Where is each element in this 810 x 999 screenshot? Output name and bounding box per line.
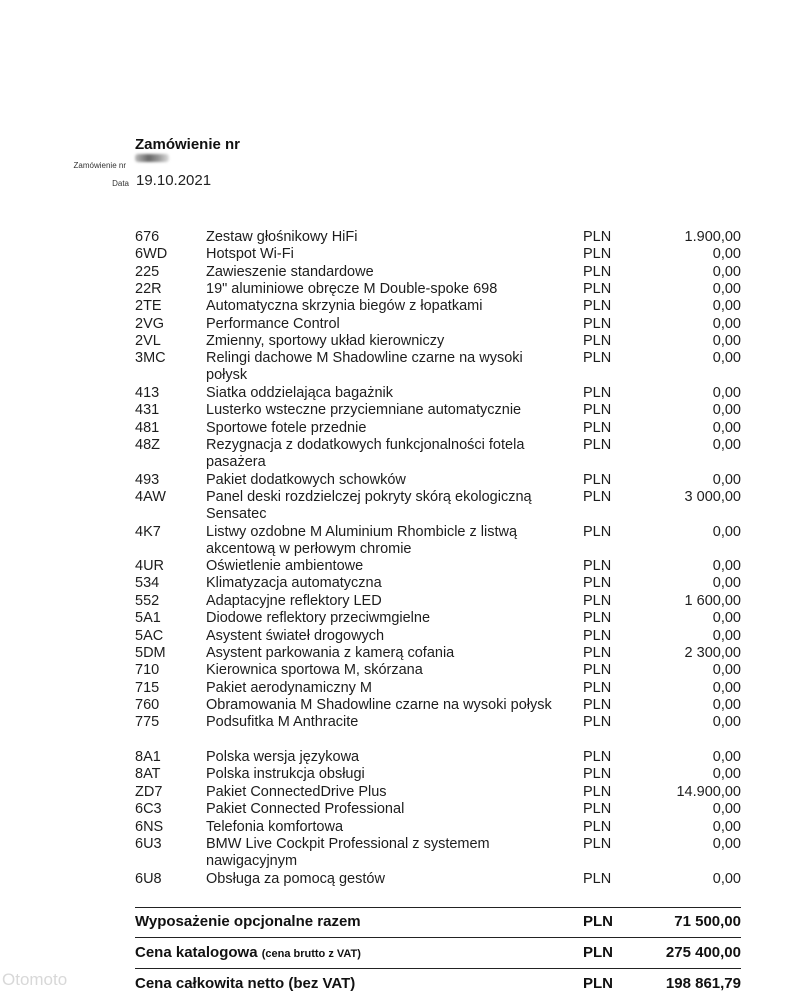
option-code: 3MC (135, 350, 166, 366)
option-amount: 0,00 (712, 628, 741, 644)
option-description: Pakiet dodatkowych schowków (206, 472, 406, 488)
option-code: 2VL (135, 333, 161, 349)
total-amount: 275 400,00 (665, 944, 741, 961)
option-amount: 0,00 (712, 697, 741, 713)
option-code: 2TE (135, 298, 162, 314)
option-description: Obsługa za pomocą gestów (206, 871, 385, 887)
option-description: Rezygnacja z dodatkowych funkcjonalności fotela pasażera (206, 437, 525, 471)
totals-divider (135, 907, 741, 908)
option-code: 5AC (135, 628, 164, 644)
option-description: Oświetlenie ambientowe (206, 558, 364, 574)
option-currency: PLN (583, 801, 612, 817)
option-description: Telefonia komfortowa (206, 819, 344, 835)
option-currency: PLN (583, 558, 612, 574)
option-description: 19" aluminiowe obręcze M Double-spoke 698 (206, 281, 498, 297)
option-amount: 0,00 (712, 871, 741, 887)
option-currency: PLN (583, 628, 612, 644)
totals-divider (135, 937, 741, 938)
option-description: Kierownica sportowa M, skórzana (206, 662, 423, 678)
option-currency: PLN (583, 472, 612, 488)
option-amount: 0,00 (712, 558, 741, 574)
option-code: 8A1 (135, 749, 161, 765)
option-code: 775 (135, 714, 160, 730)
redacted-order-number (135, 154, 169, 162)
option-code: 5A1 (135, 610, 161, 626)
option-amount: 0,00 (712, 575, 741, 591)
option-code: 493 (135, 472, 160, 488)
option-description: Zestaw głośnikowy HiFi (206, 229, 358, 245)
option-amount: 0,00 (712, 333, 741, 349)
option-amount: 0,00 (712, 264, 741, 280)
option-amount: 0,00 (712, 246, 741, 262)
total-currency: PLN (583, 913, 613, 930)
option-description: Relingi dachowe M Shadowline czarne na wysoki połysk (206, 350, 523, 384)
option-amount: 0,00 (712, 836, 741, 852)
option-currency: PLN (583, 437, 612, 453)
option-currency: PLN (583, 680, 612, 696)
option-currency: PLN (583, 350, 612, 366)
total-label: Wyposażenie opcjonalne razem (135, 913, 361, 930)
option-code: ZD7 (135, 784, 163, 800)
option-amount: 0,00 (712, 662, 741, 678)
option-amount: 0,00 (712, 801, 741, 817)
option-currency: PLN (583, 766, 612, 782)
option-code: 4UR (135, 558, 165, 574)
option-amount: 0,00 (712, 714, 741, 730)
option-amount: 0,00 (712, 819, 741, 835)
option-code: 48Z (135, 437, 160, 453)
option-description: Pakiet Connected Professional (206, 801, 405, 817)
option-currency: PLN (583, 385, 612, 401)
option-currency: PLN (583, 246, 612, 262)
option-code: 481 (135, 420, 160, 436)
option-description: BMW Live Cockpit Professional z systemem nawigacyjnym (206, 836, 490, 870)
option-code: 715 (135, 680, 160, 696)
option-description: Pakiet aerodynamiczny M (206, 680, 373, 696)
option-code: 4K7 (135, 524, 161, 540)
option-currency: PLN (583, 714, 612, 730)
option-amount: 3 000,00 (684, 489, 741, 505)
date-label: Data (112, 179, 129, 188)
option-code: 431 (135, 402, 160, 418)
option-code: 8AT (135, 766, 161, 782)
option-code: 6C3 (135, 801, 162, 817)
option-description: Zawieszenie standardowe (206, 264, 374, 280)
option-description: Asystent świateł drogowych (206, 628, 385, 644)
option-code: 22R (135, 281, 162, 297)
option-currency: PLN (583, 645, 612, 661)
option-code: 534 (135, 575, 160, 591)
option-amount: 1.900,00 (684, 229, 741, 245)
option-code: 760 (135, 697, 160, 713)
option-currency: PLN (583, 749, 612, 765)
option-description: Lusterko wsteczne przyciemniane automatycznie (206, 402, 522, 418)
option-currency: PLN (583, 697, 612, 713)
total-amount: 71 500,00 (674, 913, 741, 930)
option-description: Performance Control (206, 316, 340, 332)
option-description: Asystent parkowania z kamerą cofania (206, 645, 455, 661)
option-description: Diodowe reflektory przeciwmgielne (206, 610, 431, 626)
option-code: 6WD (135, 246, 168, 262)
option-amount: 0,00 (712, 749, 741, 765)
option-amount: 0,00 (712, 385, 741, 401)
option-description: Automatyczna skrzynia biegów z łopatkami (206, 298, 483, 314)
option-amount: 1 600,00 (684, 593, 741, 609)
option-code: 710 (135, 662, 160, 678)
option-currency: PLN (583, 593, 612, 609)
option-description: Adaptacyjne reflektory LED (206, 593, 382, 609)
option-description: Obramowania M Shadowline czarne na wysoki połysk (206, 697, 552, 713)
option-code: 6NS (135, 819, 164, 835)
option-description: Listwy ozdobne M Aluminium Rhombicle z listwą akcentową w perłowym chromie (206, 524, 518, 558)
option-currency: PLN (583, 298, 612, 314)
option-currency: PLN (583, 281, 612, 297)
option-description: Zmienny, sportowy układ kierowniczy (206, 333, 445, 349)
option-currency: PLN (583, 871, 612, 887)
totals-divider (135, 968, 741, 969)
option-currency: PLN (583, 316, 612, 332)
order-number-label: Zamówienie nr (73, 161, 126, 170)
option-currency: PLN (583, 420, 612, 436)
option-code: 225 (135, 264, 160, 280)
option-amount: 0,00 (712, 420, 741, 436)
option-amount: 0,00 (712, 350, 741, 366)
option-currency: PLN (583, 264, 612, 280)
option-currency: PLN (583, 819, 612, 835)
option-description: Podsufitka M Anthracite (206, 714, 359, 730)
date-value: 19.10.2021 (136, 172, 212, 189)
option-code: 6U3 (135, 836, 162, 852)
option-code: 6U8 (135, 871, 162, 887)
option-code: 2VG (135, 316, 165, 332)
option-amount: 0,00 (712, 524, 741, 540)
option-description: Klimatyzacja automatyczna (206, 575, 382, 591)
option-currency: PLN (583, 489, 612, 505)
option-currency: PLN (583, 229, 612, 245)
option-currency: PLN (583, 784, 612, 800)
option-code: 5DM (135, 645, 166, 661)
option-amount: 0,00 (712, 472, 741, 488)
option-currency: PLN (583, 575, 612, 591)
option-description: Pakiet ConnectedDrive Plus (206, 784, 387, 800)
option-code: 4AW (135, 489, 166, 505)
total-currency: PLN (583, 944, 613, 961)
option-description: Panel deski rozdzielczej pokryty skórą ekologiczną Sensatec (206, 489, 532, 523)
watermark: Otomoto (2, 970, 68, 989)
option-amount: 0,00 (712, 766, 741, 782)
option-currency: PLN (583, 836, 612, 852)
option-amount: 0,00 (712, 316, 741, 332)
option-amount: 0,00 (712, 402, 741, 418)
total-label: Cena całkowita netto (bez VAT) (135, 975, 356, 992)
option-amount: 14.900,00 (676, 784, 741, 800)
total-currency: PLN (583, 975, 613, 992)
option-description: Polska wersja językowa (206, 749, 360, 765)
option-description: Sportowe fotele przednie (206, 420, 367, 436)
option-description: Siatka oddzielająca bagażnik (206, 385, 394, 401)
option-amount: 0,00 (712, 610, 741, 626)
option-currency: PLN (583, 662, 612, 678)
total-label-note: (cena brutto z VAT) (261, 948, 361, 960)
option-description: Polska instrukcja obsługi (206, 766, 365, 782)
option-code: 413 (135, 385, 160, 401)
option-amount: 0,00 (712, 281, 741, 297)
page-title: Zamówienie nr (135, 136, 241, 153)
option-description: Hotspot Wi-Fi (206, 246, 294, 262)
option-currency: PLN (583, 524, 612, 540)
option-amount: 0,00 (712, 680, 741, 696)
option-currency: PLN (583, 333, 612, 349)
option-code: 552 (135, 593, 160, 609)
option-currency: PLN (583, 402, 612, 418)
option-amount: 2 300,00 (684, 645, 741, 661)
option-currency: PLN (583, 610, 612, 626)
option-code: 676 (135, 229, 160, 245)
total-amount: 198 861,79 (665, 975, 741, 992)
total-label-text: Cena katalogowa (135, 944, 258, 961)
option-amount: 0,00 (712, 298, 741, 314)
total-label (135, 944, 361, 961)
option-amount: 0,00 (712, 437, 741, 453)
